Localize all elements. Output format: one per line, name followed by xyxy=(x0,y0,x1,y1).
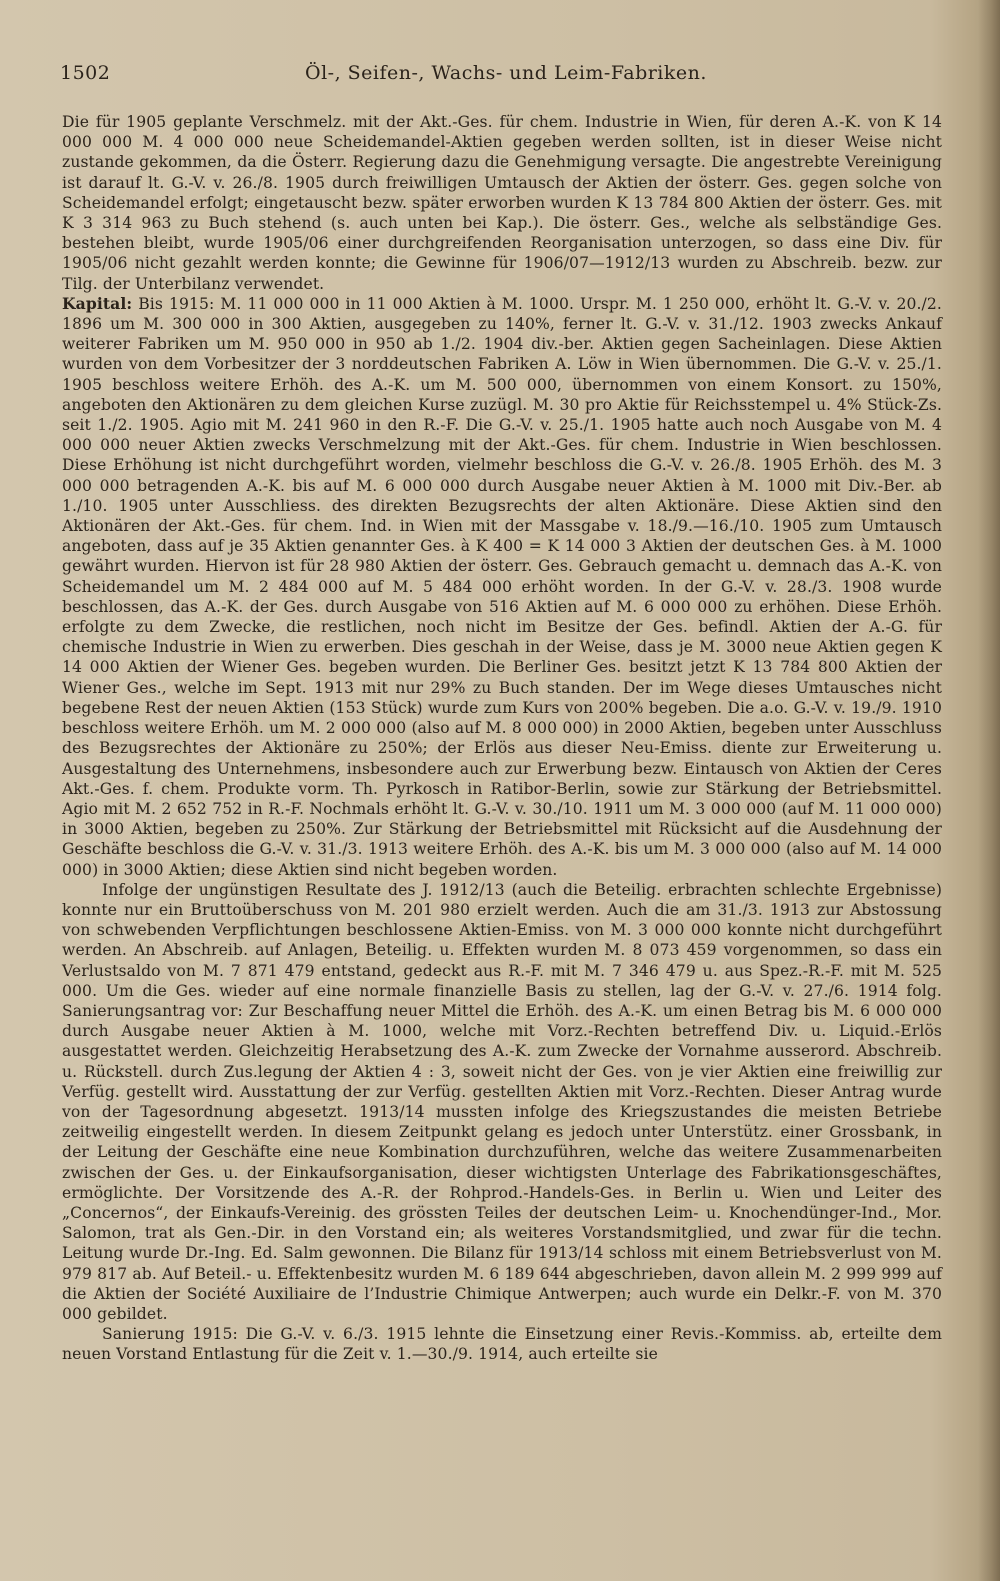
page-edge-shadow xyxy=(978,0,1000,1581)
paragraph-results xyxy=(62,880,942,1324)
paragraph-text: Sanierung 1915: Die G.-V. v. 6./3. 1915 lehnte die Einsetzung einer Revis.-Kommiss. ab, erteilte dem neuen Vorstand Entlastung für die Zeit v. 1.—30./9. 1914, auch erteilte sie xyxy=(62,1325,942,1364)
section-lead-kapital: Kapital: xyxy=(62,293,133,313)
body-text xyxy=(62,112,942,1365)
paragraph-text: Bis 1915: M. 11 000 000 in 11 000 Aktien à M. 1000. Urspr. M. 1 250 000, erhöht lt. G.-V. v. 20./2. 1896 um M. 300 000 in 300 Aktien, ausgegeben zu 140%, ferner lt. G.-V. v. 31./12. 1903 zwecks Ankauf weiterer Fabriken um M. 950 000 in 950 ab 1./2. 1904 div.-ber. Aktien gegen Sacheinlagen. Diese Aktien wurden von dem Vorbesitzer der 3 norddeutschen Fabriken A. Löw in Wien übernommen. Die G.-V. v. 25./1. 1905 beschloss weitere Erhöh. des A.-K. um M. 500 000, übernommen von einem Konsort. zu 150%, angeboten den Aktionären zu dem gleichen Kurse zuzügl. M. 30 pro Aktie für Reichsstempel u. 4% Stück-Zs. seit 1./2. 1905. Agio mit M. 241 960 in den R.-F. Die G.-V. v. 25./1. 1905 hatte auch noch Ausgabe von M. 4 000 000 neuer Aktien zwecks Verschmelzung mit der Akt.-Ges. für chem. Industrie in Wien beschlossen. Diese Erhöhung ist nicht durchgeführt worden, vielmehr beschloss die G.-V. v. 26./8. 1905 Erhöh. des M. 3 000 000 betragenden A.-K. bis auf M. 6 000 000 durch Ausgabe neuer Aktien à M. 1000 mit Div.-Ber. ab 1./10. 1905 unter Ausschliess. des direkten Bezugsrechts der alten Aktionäre. Diese Aktien sind den Aktionären der Akt.-Ges. für chem. Ind. in Wien mit der Massgabe v. 18./9.—16./10. 1905 zum Umtausch angeboten, dass auf je 35 Aktien genannter Ges. à K 400 = K 14 000 3 Aktien der deutschen Ges. à M. 1000 gewährt wurden. Hiervon ist für 28 980 Aktien der österr. Ges. Gebrauch gemacht u. demnach das A.-K. von Scheidemandel um M. 2 484 000 auf M. 5 484 000 erhöht worden. In der G.-V. v. 28./3. 1908 wurde beschlossen, das A.-K. der Ges. durch Ausgabe von 516 Aktien auf M. 6 000 000 zu erhöhen. Diese Erhöh. erfolgte zu dem Zwecke, die restlichen, noch nicht im Besitze der Ges. befindl. Aktien der A.-G. für chemische Industrie in Wien zu erwerben. Dies geschah in der Weise, dass je M. 3000 neue Aktien gegen K 14 000 Aktien der Wiener Ges. begeben wurden. Die Berliner Ges. besitzt jetzt K 13 784 800 Aktien der Wiener Ges., welche im Sept. 1913 mit nur 29% zu Buch standen. Der im Wege dieses Umtausches nicht begebene Rest der neuen Aktien (153 Stück) wurde zum Kurs von 200% begeben. Die a.o. G.-V. v. 19./9. 1910 beschloss weitere Erhöh. um M. 2 000 000 (also auf M. 8 000 000) in 2000 Aktien, begeben unter Ausschluss des Bezugsrechtes der Aktionäre zu 250%; der Erlös aus dieser Neu-Emiss. diente zur Erweiterung u. Ausgestaltung des Unternehmens, insbesondere auch zur Erwerbung bezw. Eintausch von Aktien der Ceres Akt.-Ges. f. chem. Produkte vorm. Th. Pyrkosch in Ratibor-Berlin, sowie zur Stärkung der Betriebsmittel. Agio mit M. 2 652 752 in R.-F. Nochmals erhöht lt. G.-V. v. 30./10. 1911 um M. 3 000 000 (auf M. 11 000 000) in 3000 Aktien, begeben zu 250%. Zur Stärkung der Betriebsmittel mit Rücksicht auf die Ausdehnung der Geschäfte beschloss die G.-V. v. 31./3. 1913 weitere Erhöh. des A.-K. bis um M. 3 000 000 (also auf M. 14 000 000) in 3000 Aktien; diese Aktien sind nicht begeben worden. xyxy=(62,294,942,879)
paragraph-sanierung xyxy=(62,1324,942,1364)
paragraph-kapital xyxy=(62,294,942,880)
paragraph-text: Die für 1905 geplante Verschmelz. mit der Akt.-Ges. für chem. Industrie in Wien, für deren A.-K. von K 14 000 000 M. 4 000 000 neue Scheidemandel-Aktien gegeben werden sollten, ist in dieser Weise nicht zustande gekommen, da die Österr. Regierung dazu die Genehmigung versagte. Die angestrebte Vereinigung ist darauf lt. G.-V. v. 26./8. 1905 durch freiwilligen Umtausch der Aktien der österr. Ges. gegen solche von Scheidemandel erfolgt; eingetauscht bezw. später erworben wurden K 13 784 800 Aktien der österr. Ges. mit K 3 314 963 zu Buch stehend (s. auch unten bei Kap.). Die österr. Ges., welche als selbständige Ges. bestehen bleibt, wurde 1905/06 einer durchgreifenden Reorganisation unterzogen, so dass eine Div. für 1905/06 nicht gezahlt werden konnte; die Gewinne für 1906/07—1912/13 wurden zu Abschreib. bezw. zur Tilg. der Unterbilanz verwendet. xyxy=(62,113,942,293)
running-title: Öl-, Seifen-, Wachs- und Leim-Fabriken. xyxy=(305,62,707,84)
page-header xyxy=(60,62,940,90)
paragraph-merger xyxy=(62,112,942,294)
paragraph-text: Infolge der ungünstigen Resultate des J. 1912/13 (auch die Beteilig. erbrachten schlechte Ergebnisse) konnte nur ein Bruttoüberschuss von M. 201 980 erzielt werden. Auch die am 31./3. 1913 zur Abstossung von schwebenden Verpflichtungen beschlossene Aktien-Emiss. von M. 3 000 000 konnte nicht durchgeführt werden. An Abschreib. auf Anlagen, Beteilig. u. Effekten wurden M. 8 073 459 vorgenommen, so dass ein Verlustsaldo von M. 7 871 479 entstand, gedeckt aus R.-F. mit M. 7 346 479 u. aus Spez.-R.-F. mit M. 525 000. Um die Ges. wieder auf eine normale finanzielle Basis zu stellen, lag der G.-V. v. 27./6. 1914 folg. Sanierungsantrag vor: Zur Beschaffung neuer Mittel die Erhöh. des A.-K. um einen Betrag bis M. 6 000 000 durch Ausgabe neuer Aktien à M. 1000, welche mit Vorz.-Rechten betreffend Div. u. Liquid.-Erlös ausgestattet werden. Gleichzeitig Herabsetzung des A.-K. zum Zwecke der Vornahme ausserord. Abschreib. u. Rückstell. durch Zus.legung der Aktien 4 : 3, soweit nicht der Ges. von je vier Aktien eine freiwillig zur Verfüg. gestellt wird. Ausstattung der zur Verfüg. gestellten Aktien mit Vorz.-Rechten. Dieser Antrag wurde von der Tagesordnung abgesetzt. 1913/14 mussten infolge des Kriegszustandes die meisten Betriebe zeitweilig eingestellt werden. In diesem Zeitpunkt gelang es jedoch unter Unterstütz. einer Grossbank, in der Leitung der Geschäfte eine neue Kombination durchzuführen, welche das weitere Zusammenarbeiten zwischen der Ges. u. der Einkaufsorganisation, dieser wichtigsten Unterlage des Fabrikationsgeschäftes, ermöglichte. Der Vorsitzende des A.-R. der Rohprod.-Handels-Ges. in Berlin u. Wien und Leiter des „Concernos“, der Einkaufs-Vereinig. des grössten Teiles der deutschen Leim- u. Knochendünger-Ind., Mor. Salomon, trat als Gen.-Dir. in den Vorstand ein; als weiteres Vorstandsmitglied, und zwar für die techn. Leitung wurde Dr.-Ing. Ed. Salm gewonnen. Die Bilanz für 1913/14 schloss mit einem Betriebsverlust von M. 979 817 ab. Auf Beteil.- u. Effektenbesitz wurden M. 6 189 644 abgeschrieben, davon allein M. 2 999 999 auf die Aktien der Société Auxiliaire de l’Industrie Chimique Antwerpen; auch wurde ein Delkr.-F. von M. 370 000 gebildet. xyxy=(62,880,942,1323)
page-number: 1502 xyxy=(60,62,111,84)
